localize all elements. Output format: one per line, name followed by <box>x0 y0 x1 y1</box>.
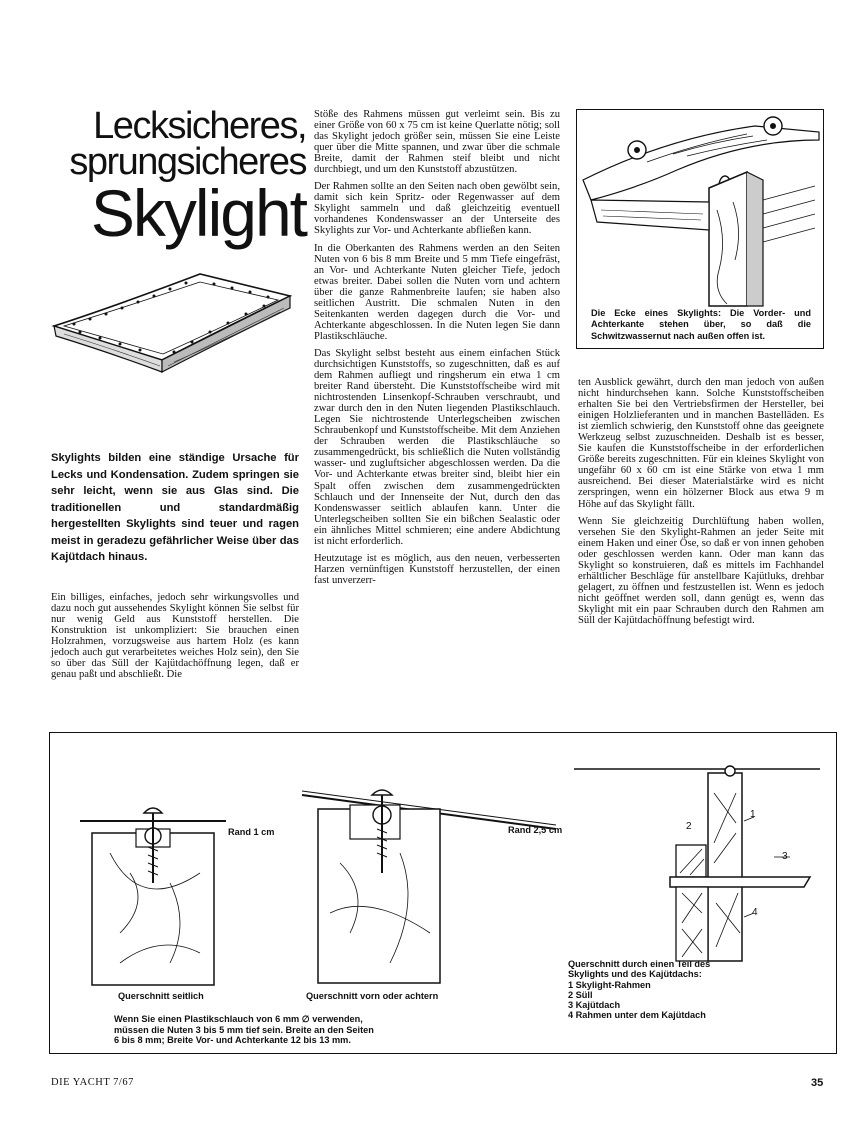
paragraph: ten Ausblick gewährt, durch den man jedoch von außen nicht hindurchsehen kann. Solche Kunststoffscheiben erhalten Sie bei den Vertriebsfirmen der Hersteller, bei einigen Holzlieferanten und in manchen Bastelläden. Es ist ziemlich schwierig, den Kunststoff ohne das geeignete Werkzeug selbst zuzuschneiden. Deshalb ist es besser, Sie kaufen die Kunststoffscheibe in der erforderlichen Größe bereits zugeschnitten. Für ein kleines Skylight von ungefähr 60 x 60 cm ist eine Stärke von etwa 1 mm ausreichend. Bei dieser Materialstärke wird es nicht zerspringen, wenn ein hölzerner Block aus etwa 9 m Höhe auf das Skylight fällt. <box>578 377 824 510</box>
paragraph: Heutzutage ist es möglich, aus den neuen, verbesserten Harzen vernünftigen Kunststoff herzustellen, der einen fast unverzerr- <box>314 552 560 586</box>
paragraph: In die Oberkanten des Rahmens werden an den Seiten Nuten von 6 bis 8 mm Breite und 5 mm Tiefe eingefräst, an Vor- und Achterkante Nuten gleicher Tiefe, jedoch etwas breiter. Dabei sollen die Nuten vorn und achtern über die ganze Rahmenbreite laufen; sie haben also seitlichen Austritt. Die schmalen Nuten in den Seitenkanten werden dagegen durch die Vor- und Achterkante abgeschlossen. In die Nuten legen Sie dann Plastikschläuche. <box>314 242 560 342</box>
section-side-label: Querschnitt seitlich <box>118 991 204 1001</box>
title-line-1: Lecksicheres, <box>93 105 306 147</box>
paragraph: Das Skylight selbst besteht aus einem einfachen Stück durchsichtigen Kunststoffs, so zugeschnitten, daß es auf dem Rahmen aufliegt und ringsherum ein etwa 1 cm breiter Rand übersteht. Die Kunststoffscheibe wird mit nichtrostenden Linsenkopf-Schrauben verschraubt, und zwar durch den in den Nuten liegenden Plastikschlauch. Legen Sie nichtrostende Unterlegscheiben zwischen Schraubenkopf und Kunststoffscheibe. Mit dem Anziehen der Schrauben werden die Plastikschläuche so zusammengedrückt, bis schließlich die Nuten vollständig wasser- und zugluftsicher abgeschlossen werden. Da die Vor- und Achterkante etwas breiter sind, bleibt hier ein Spalt offen zwischen dem zusammengedrückten Schlauch und der Innenseite der Nut, durch den das Kondenswasser seitlich ablaufen kann. Unter die Unterlegscheiben sollten Sie ein bißchen Sealastic oder ein ähnliches Mittel schmieren; eine andere Abdichtung ist nicht erforderlich. <box>314 347 560 547</box>
section-front-label: Querschnitt vorn oder achtern <box>306 991 439 1001</box>
lead-paragraph: Skylights bilden eine ständige Ursache für Lecks und Kondensation. Zudem springen sie sehr leicht, wenn sie aus Glas sind. Die traditionellen und standardmäßig hergestellten Skylights sind teuer und ragen meist in geradezu gefährlicher Weise über das Kajütdach hinaus. <box>51 452 299 563</box>
number-label: 4 <box>752 907 758 918</box>
rand-2-label: Rand 2,5 cm <box>508 825 563 835</box>
paragraph: Wenn Sie gleichzeitig Durchlüftung haben wollen, versehen Sie den Skylight-Rahmen an jeder Seite mit einem Haken und einer Öse, so daß er von innen gehoben oder geschlossen werden kann. Oder man kann das Skylight so konstruieren, daß es mittels im Fachhandel erhältlicher Beschläge für anstellbare Kajütluks, drehbar gelagert, zu öffnen und festzustellen ist. Wenn es jedoch nicht geöffnet werden soll, dann genügt es, wenn das Skylight mit ein paar Schrauben durch den Rahmen am Süll der Kajütdachöffnung befestigt wird. <box>578 515 824 626</box>
caption-line: 6 bis 8 mm; Breite Vor- und Achterkante 12 bis 13 mm. <box>114 1035 351 1045</box>
corner-figure <box>576 109 824 349</box>
section-detail-drawing <box>574 766 820 961</box>
text-column-1 <box>51 592 299 686</box>
number-label: 2 <box>686 821 692 832</box>
caption-line: Wenn Sie einen Plastikschlauch von 6 mm ∅ verwenden, <box>114 1014 363 1024</box>
text-column-3 <box>578 377 824 632</box>
title-line-3: Skylight <box>90 176 306 250</box>
corner-figure-caption: Die Ecke eines Skylights: Die Vorder- und Achterkante stehen über, so daß die Schwitzwassernut nach außen offen ist. <box>591 308 811 341</box>
paragraph: Stöße des Rahmens müssen gut verleimt sein. Bis zu einer Größe von 60 x 75 cm ist keine Querlatte nötig; soll das Skylight jedoch größer sein, müssen Sie eine Leiste quer über die Mitte spannen, und zwar über die schmale Breite, damit der Rahmen steif bleibt und nicht durchbiegt, und um den Kunststoff abzustützen. <box>314 109 560 176</box>
magazine-footer: DIE YACHT 7/67 <box>51 1077 134 1088</box>
skylight-illustration <box>50 268 294 390</box>
section-side-drawing <box>80 808 226 985</box>
caption-line: müssen die Nuten 3 bis 5 mm tief sein. Breite an den Seiten <box>114 1024 374 1035</box>
section-front-drawing <box>302 790 556 983</box>
paragraph: Der Rahmen sollte an den Seiten nach oben gewölbt sein, damit sich kein Spritz- oder Regenwasser auf dem Skylight sammeln und daß gleichzeitig eventuell vorhandenes Kondenswasser an der Unterseite des Skylights zur Vor- und Achterkante abfließen kann. <box>314 181 560 237</box>
legend-line: 3 Kajütdach <box>568 1000 621 1011</box>
legend-line: Skylights und des Kajütdachs: <box>568 969 702 980</box>
detail-legend <box>568 959 808 1021</box>
text-column-2 <box>314 109 560 592</box>
legend-line: 1 Skylight-Rahmen <box>568 979 651 990</box>
cross-section-figure <box>49 732 837 1054</box>
article-title <box>46 105 306 250</box>
page-number: 35 <box>811 1077 824 1089</box>
number-label: 3 <box>782 851 788 862</box>
legend-line: Querschnitt durch einen Teil des <box>568 959 711 969</box>
legend-line: 2 Süll <box>568 989 593 1000</box>
rand-1-label: Rand 1 cm <box>228 827 275 837</box>
bottom-figure-caption <box>114 1014 464 1046</box>
number-label: 1 <box>750 809 756 820</box>
legend-line: 4 Rahmen unter dem Kajütdach <box>568 1010 706 1021</box>
paragraph: Ein billiges, einfaches, jedoch sehr wirkungsvolles und dazu noch gut aussehendes Skylight können Sie selbst für nur wenig Geld aus Kunststoff herstellen. Die Konstruktion ist unkompliziert: Sie brauchen einen Holzrahmen, vorzugsweise aus hartem Holz (es kann jedoch auch gut verarbeitetes weiches Holz sein), den Sie so über das Süll der Kajütdachöffnung legen, daß er genau paßt und abschließt. Die <box>51 592 299 681</box>
title-line-2: sprungsicheres <box>69 141 306 183</box>
